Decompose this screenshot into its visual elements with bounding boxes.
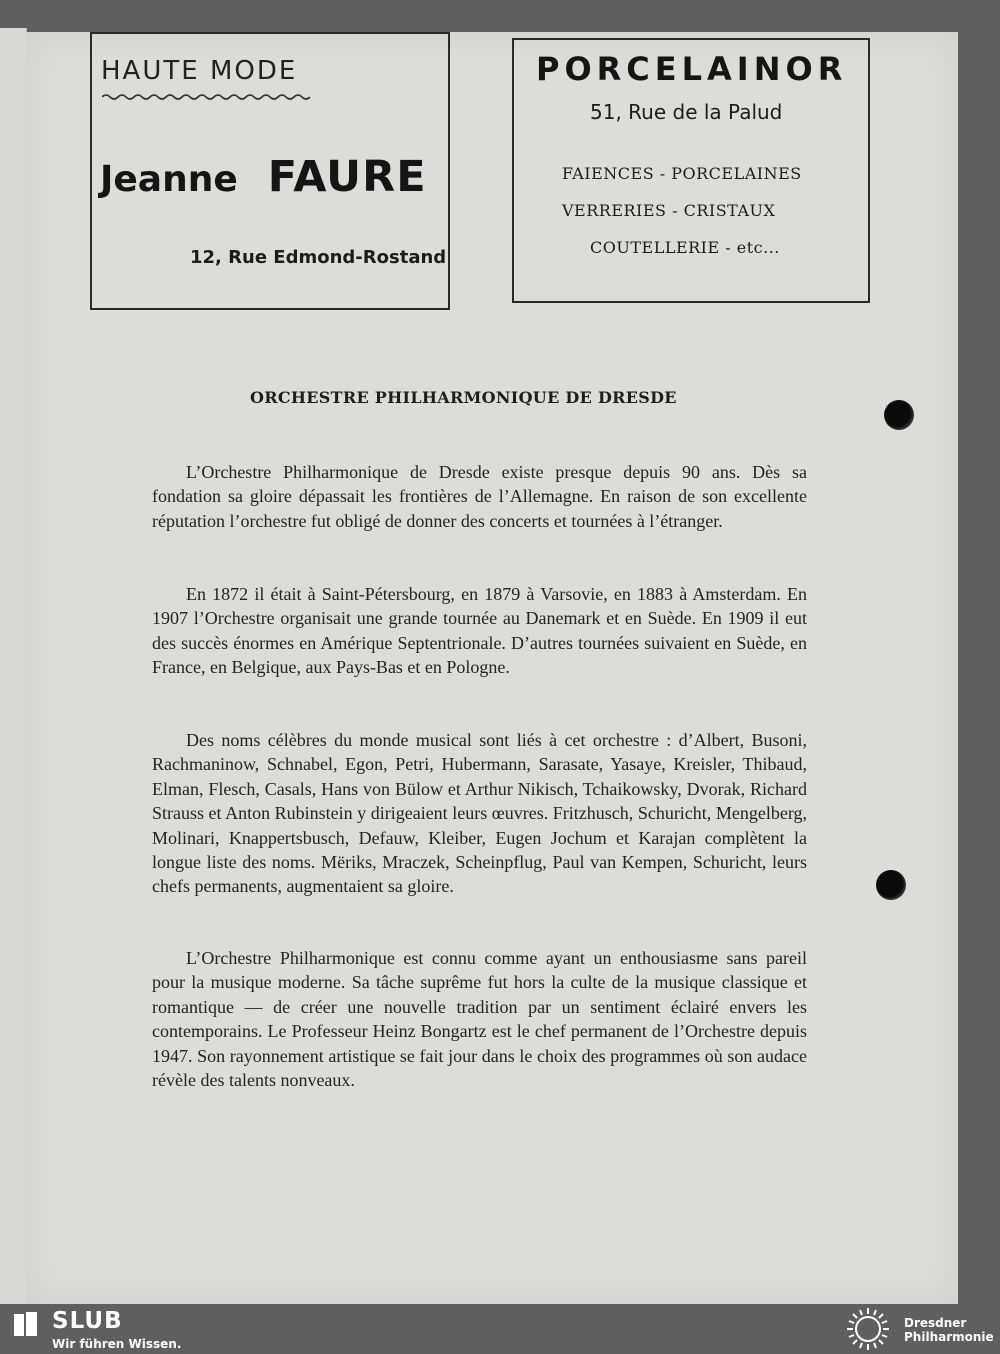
slub-tagline: Wir führen Wissen. — [52, 1337, 182, 1351]
paragraph-text: L’Orchestre Philharmonique est connu comme ayant un enthousiasme sans pareil pour la musique moderne. Sa tâche suprême fut hors la culte de la musique classique et romantique — de créer une nouvelle tradition par un sentiment éclairé envers les contemporains. Le Professeur Heinz Bongartz est le chef permanent de l’Orchestre depuis 1947. Son rayonnement artistique se fait jour dans le choix des programmes où son audace révèle des talents nonveaux. — [152, 948, 807, 1091]
viewer-footer-bar — [0, 1304, 1000, 1354]
booklet-binding — [0, 28, 27, 1304]
philharmonie-sunburst-logo — [842, 1306, 894, 1352]
slub-book-icon — [12, 1310, 40, 1340]
article-heading: ORCHESTRE PHILHARMONIQUE DE DRESDE — [250, 388, 677, 407]
philharmonie-line-2: Philharmonie — [904, 1330, 994, 1344]
ad-haute-mode-title: HAUTE MODE — [101, 56, 298, 86]
owner-first-name: Jeanne — [100, 159, 238, 200]
ad-porcelainor-line-1: FAIENCES - PORCELAINES — [562, 164, 802, 183]
article-paragraph-2 — [152, 582, 807, 680]
slub-wordmark: SLUB — [52, 1308, 123, 1334]
article-paragraph-3 — [152, 728, 807, 899]
ad-porcelainor-line-3: COUTELLERIE - etc... — [590, 238, 780, 257]
article-paragraph-1 — [152, 460, 807, 533]
punch-hole — [876, 870, 906, 900]
ad-owner-name — [100, 152, 427, 202]
paragraph-text: En 1872 il était à Saint-Pétersbourg, en 1879 à Varsovie, en 1883 à Amsterdam. En 1907 l’Orchestre organisait une grande tournée au Danemark et en Suède. En 1909 il eut des succès énormes en Amérique Septentrionale. D’autres tournées suivaient en Suède, en France, en Belgique, aux Pays-Bas et en Pologne. — [152, 584, 807, 678]
article-paragraph-4 — [152, 946, 807, 1092]
philharmonie-wordmark — [904, 1316, 994, 1344]
ad-porcelainor — [512, 38, 870, 303]
ad-haute-mode — [90, 32, 450, 310]
document-page — [26, 32, 958, 1304]
paragraph-text: L’Orchestre Philharmonique de Dresde existe presque depuis 90 ans. Dès sa fondation sa gloire dépassait les frontières de l’Allemagne. En raison de son excellente réputation l’orchestre fut obligé de donner des concerts et tournées à l’étranger. — [152, 462, 807, 531]
paragraph-text: Des noms célèbres du monde musical sont liés à cet orchestre : d’Albert, Busoni, Rachmaninow, Schnabel, Egon, Petri, Hubermann, Sarasate, Yasaye, Kreisler, Thibaud, Elman, Flesch, Casals, Hans von Bülow et Arthur Nikisch, Tchaikowsky, Dvorak, Richard Strauss et Anton Rubinstein y dirigeaient leurs œuvres. Fritzhusch, Schuricht, Mengelberg, Molinari, Knappertsbusch, Defauw, Kleiber, Eugen Jochum et Karajan complètent la longue liste des noms. Mëriks, Mraczek, Scheinpflug, Paul van Kempen, Schuricht, leurs chefs permanents, augmentaient sa gloire. — [152, 730, 807, 897]
philharmonie-line-1: Dresdner — [904, 1316, 967, 1330]
ad-haute-mode-address: 12, Rue Edmond-Rostand — [190, 247, 447, 268]
squiggle-underline — [102, 92, 314, 102]
punch-hole — [884, 400, 914, 430]
owner-last-name: FAURE — [267, 152, 427, 202]
ad-porcelainor-title: PORCELAINOR — [536, 50, 848, 88]
ad-porcelainor-line-2: VERRERIES - CRISTAUX — [562, 201, 776, 220]
ad-porcelainor-address: 51, Rue de la Palud — [590, 100, 783, 124]
